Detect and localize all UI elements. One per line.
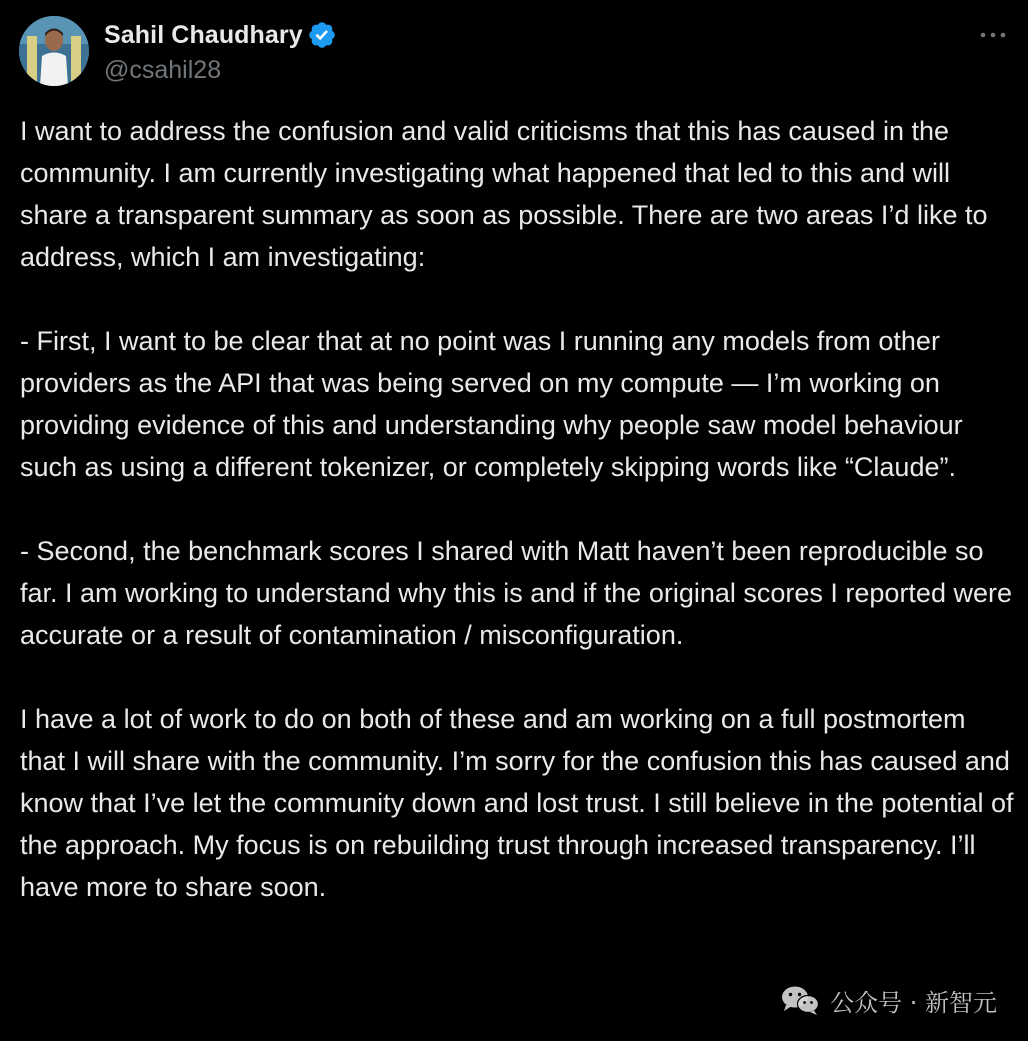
verified-badge-icon[interactable] <box>307 20 337 50</box>
watermark <box>780 983 997 1017</box>
more-horizontal-icon[interactable] <box>978 20 1008 50</box>
tweet-paragraph: - First, I want to be clear that at no point was I running any models from other providers as the API that was being served on my compute — I’m working on providing evidence of this and understanding why people saw model behaviour such as using a different tokenizer, or completely skipping words like “Claude”. <box>20 326 963 482</box>
wechat-icon <box>780 984 820 1016</box>
tweet-text <box>20 110 1015 908</box>
user-handle[interactable]: @csahil28 <box>104 56 222 84</box>
tweet-paragraph: - Second, the benchmark scores I shared with Matt haven’t been reproducible so far. I am working to understand why this is and if the original scores I reported were accurate or a result of contamination / misconfiguration. <box>20 536 1012 650</box>
watermark-text: 公众号 · 新智元 <box>830 988 997 1017</box>
display-name[interactable]: Sahil Chaudhary <box>104 20 303 49</box>
tweet-header <box>19 16 1008 86</box>
avatar[interactable] <box>19 16 89 86</box>
tweet-paragraph: I want to address the confusion and valid criticisms that this has caused in the community. I am currently investigating what happened that led to this and will share a transparent summary as soon as possible. There are two areas I’d like to address, which I am investigating: <box>20 116 988 272</box>
name-row <box>104 20 337 50</box>
tweet-paragraph: I have a lot of work to do on both of these and am working on a full postmortem that I will share with the community. I’m sorry for the confusion this has caused and know that I’ve let the community down and lost trust. I still believe in the potential of the approach. My focus is on rebuilding trust through increased transparency. I’ll have more to share soon. <box>20 704 1014 902</box>
